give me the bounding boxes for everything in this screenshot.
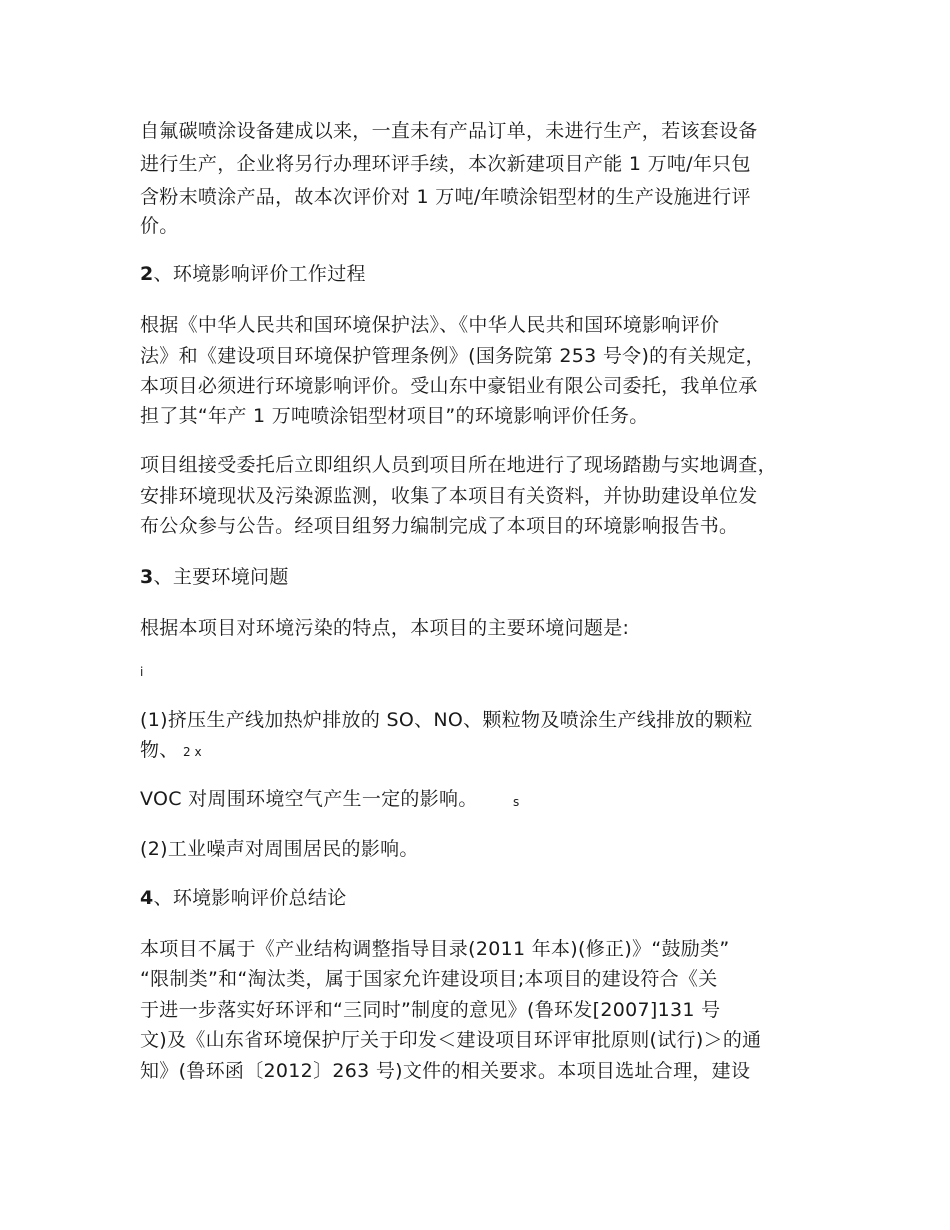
para3-line-1: 项目组接受委托后立即组织人员到项目所在地进行了现场踏勘与实地调查， <box>140 454 777 476</box>
para1-line-3: 含粉末喷涂产品，故本次评价对 1 万吨/年喷涂铝型材的生产设施进行评 <box>140 186 751 208</box>
section-number: 4 <box>140 887 154 909</box>
para1-line-4: 价。 <box>140 215 179 237</box>
para5-line-3: 于进一步落实好环评和“三同时”制度的意见》(鲁环发[2007]131 号 <box>140 999 721 1021</box>
para4-line: 根据本项目对环境污染的特点，本项目的主要环境问题是: <box>140 617 630 639</box>
para5-line-4: 文)及《山东省环境保护厅关于印发＜建设项目环评审批原则(试行)＞的通 <box>140 1029 762 1051</box>
para5-line-5: 知》(鲁环函〔2012〕263 号)文件的相关要求。本项目选址合理，建设 <box>140 1060 751 1082</box>
section-title: 、主要环境问题 <box>153 566 289 588</box>
para2-line-3: 本项目必须进行环境影响评价。受山东中豪铝业有限公司委托，我单位承 <box>140 375 758 397</box>
para5-line-1: 本项目不属于《产业结构调整指导目录(2011 年本)(修正)》“鼓励类” <box>140 938 730 960</box>
section-number: 2 <box>140 263 154 285</box>
item1-line-2: 物、 <box>140 739 179 761</box>
section-heading-4 <box>140 885 347 911</box>
item1-line-3: VOC 对周围环境空气产生一定的影响。 <box>140 788 478 810</box>
para3-line-3: 布公众参与公告。经项目组努力编制完成了本项目的环境影响报告书。 <box>140 515 739 537</box>
item2-line: (2)工业噪声对周围居民的影响。 <box>140 838 419 860</box>
para3-line-2: 安排环境现状及污染源监测，收集了本项目有关资料，并协助建设单位发 <box>140 485 758 507</box>
para1-line-1: 自氟碳喷涂设备建成以来，一直未有产品订单，未进行生产，若该套设备 <box>140 120 758 142</box>
section-heading-2 <box>140 261 366 287</box>
para1-line-2: 进行生产，企业将另行办理环评手续，本次新建项目产能 1 万吨/年只包 <box>140 153 751 175</box>
item1-stray-s: s <box>513 795 520 809</box>
section-title: 、环境影响评价工作过程 <box>153 263 366 285</box>
stray-mark-i: i <box>140 665 144 679</box>
item1-line-1: (1)挤压生产线加热炉排放的 SO、NO、颗粒物及喷涂生产线排放的颗粒 <box>140 709 753 731</box>
para2-line-2: 法》和《建设项目环境保护管理条例》(国务院第 253 号令)的有关规定， <box>140 345 765 367</box>
item1-subscript: 2 x <box>183 745 202 759</box>
para5-line-2: “限制类”和“淘汰类，属于国家允许建设项目;本项目的建设符合《关 <box>140 968 718 990</box>
section-heading-3 <box>140 564 289 590</box>
para2-line-1: 根据《中华人民共和国环境保护法》、《中华人民共和国环境影响评价 <box>140 314 720 336</box>
section-title: 、环境影响评价总结论 <box>153 887 347 909</box>
para2-line-4: 担了其“年产 1 万吨喷涂铝型材项目”的环境影响评价任务。 <box>140 405 649 427</box>
section-number: 3 <box>140 566 154 588</box>
